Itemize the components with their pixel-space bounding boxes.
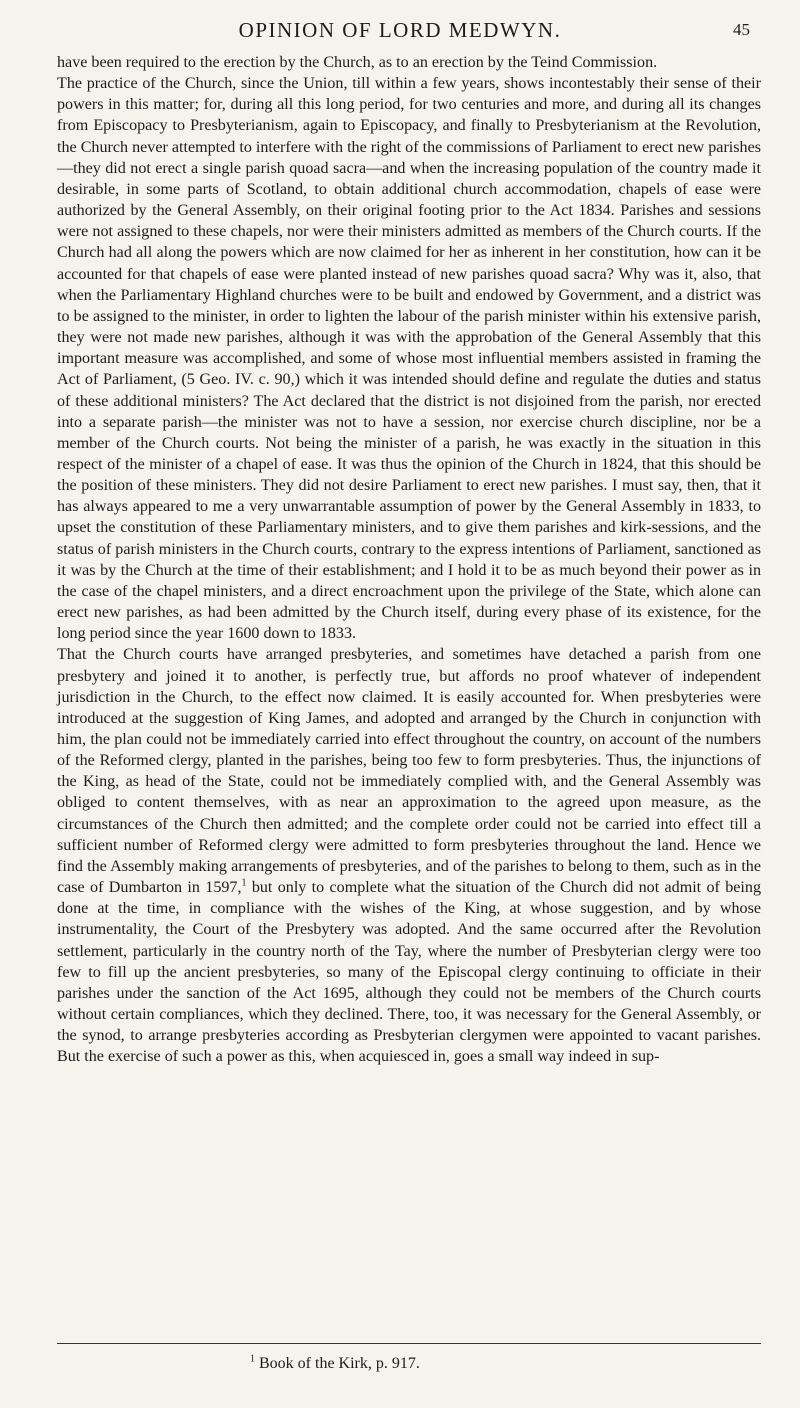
- footnote-text: Book of the Kirk, p. 917.: [255, 1355, 420, 1372]
- paragraph-presbyteries: [57, 644, 761, 1067]
- footnote-divider: [57, 1343, 761, 1344]
- paragraph-presbyteries-part-1: That the Church courts have arranged presbyteries, and sometimes have detached a parish from one presbytery and joined it to another, is perfectly true, but affords no proof whatever of independent jurisdiction in the Church, to the effect now claimed. It is easily accounted for. When presbyteries were introduced at the suggestion of King James, and adopted and arranged by the Church in conjunction with him, the plan could not be immediately carried into effect throughout the country, on account of the numbers of the Reformed clergy, planted in the parishes, being too few to form presbyteries. Thus, the injunctions of the King, as head of the State, could not be immediately complied with, and the General Assembly was obliged to content themselves, with as near an approximation to the agreed upon measure, as the circumstances of the Church then admitted; and the complete order could not be carried into effect till a sufficient number of Reformed clergy were admitted to form presbyteries throughout the land. Hence we find the Assembly making arrangements of presbyteries, and of the parishes to belong to them, such as in the case of Dumbarton in 1597,: [57, 646, 761, 897]
- page-number: 45: [733, 20, 750, 39]
- paragraph-church-practice: The practice of the Church, since the Union, till within a few years, shows incontestably their sense of their powers in this matter; for, during all this long period, for two centuries and more, and during all its changes from Episcopacy to Presbyterianism, again to Episcopacy, and finally to Presbyterianism at the Revolution, the Church never attempted to interfere with the right of the commissions of Parliament to erect new parishes—they did not erect a single parish quoad sacra—and when the increasing population of the country made it desirable, in some parts of Scotland, to obtain additional church accommodation, chapels of ease were authorized by the General Assembly, on their original footing prior to the Act 1834. Parishes and sessions were not assigned to these chapels, nor were their ministers admitted as members of the Church courts. If the Church had all along the powers which are now claimed for her as inherent in her constitution, how can it be accounted for that chapels of ease were planted instead of new parishes quoad sacra? Why was it, also, that when the Parliamentary Highland churches were to be built and endowed by Government, and a district was to be assigned to the minister, in order to lighten the labour of the parish minister within his extensive parish, they were not made new parishes, although it was with the approbation of the General Assembly that this important measure was accomplished, and some of whose most influential members assisted in framing the Act of Parliament, (5 Geo. IV. c. 90,) which it was intended should define and regulate the duties and status of these additional ministers? The Act declared that the district is not disjoined from the parish, nor erected into a separate parish—the minister was not to have a session, nor exercise church discipline, nor be a member of the Church courts. Not being the minister of a parish, he was exactly in the situation in this respect of the minister of a chapel of ease. It was thus the opinion of the Church in 1824, that this should be the position of these ministers. They did not desire Parliament to erect new parishes. I must say, then, that it has always appeared to me a very unwarrantable assumption of power by the General Assembly in 1833, to upset the constitution of these Parliamentary ministers, and to give them parishes and kirk-sessions, and the status of parish ministers in the Church courts, contrary to the express intentions of Parliament, sanctioned as it was by the Church at the time of their establishment; and I hold it to be as much beyond their power as in the case of the chapel ministers, and a direct encroachment upon the privilege of the State, which alone can erect new parishes, as had been admitted by the Church itself, during every phase of its existence, for the long period since the year 1600 down to 1833.: [57, 75, 761, 643]
- paragraph-presbyteries-part-2: but only to complete what the situation of the Church did not admit of being done at the time, in compliance with the wishes of the King, at whose suggestion, and by whose instrumentality, the Court of the Presbytery was adopted. And the same occurred after the Revolution settlement, particularly in the country north of the Tay, where the number of Presbyterian clergy were too few to fill up the ancient presbyteries, so many of the Episcopal clergy continuing to officiate in their parishes under the sanction of the Act 1695, although they could not be members of the Church courts without certain compliances, which they declined. There, too, it was necessary for the General Assembly, or the synod, to arrange presbyteries according as Presbyterian clergymen were appointed to vacant parishes. But the exercise of such a power as this, when acquiesced in, goes a small way indeed in sup-: [57, 879, 761, 1066]
- footnote: [250, 1354, 420, 1374]
- body-text: [57, 52, 761, 1068]
- running-head: [0, 18, 800, 48]
- running-title: OPINION OF LORD MEDWYN.: [238, 18, 562, 42]
- footnote-reference[interactable]: 1: [241, 877, 247, 889]
- footnote-marker: 1: [250, 1353, 255, 1365]
- paragraph-continued: have been required to the erection by the Church, as to an erection by the Teind Commission.: [57, 54, 658, 71]
